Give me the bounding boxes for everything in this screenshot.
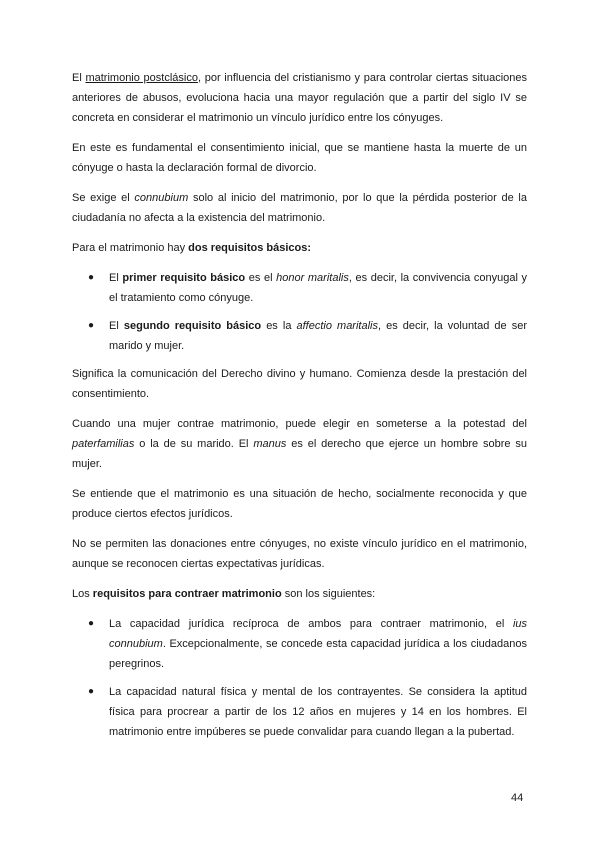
list-item: ● El primer requisito básico es el honor maritalis, es decir, la convivencia conyugal y el tratamiento como cónyuge. bbox=[72, 268, 527, 308]
paragraph-consentimiento: En este es fundamental el consentimiento inicial, que se mantiene hasta la muerte de un cónyuge o hasta la declaración formal de divorcio. bbox=[72, 142, 527, 174]
bullet-icon: ● bbox=[88, 618, 95, 629]
bullet-icon: ● bbox=[88, 320, 95, 331]
list-item: ● La capacidad natural física y mental de los contrayentes. Se considera la aptitud física para procrear a partir de los 12 años en mujeres y 14 en los hombres. El matrimonio entre impúberes se puede convalidar para cuando llegan a la pubertad. bbox=[72, 682, 527, 742]
paragraph-situacion-de-hecho: Se entiende que el matrimonio es una situación de hecho, socialmente reconocida y que produce ciertos efectos jurídicos. bbox=[72, 488, 527, 520]
bullet-icon: ● bbox=[88, 686, 95, 697]
list-item: ● El segundo requisito básico es la affectio maritalis, es decir, la voluntad de ser marido y mujer. bbox=[72, 316, 527, 356]
paragraph-manus: Cuando una mujer contrae matrimonio, puede elegir en someterse a la potestad del paterfamilias o la de su marido. El manus es el derecho que ejerce un hombre sobre su mujer. bbox=[72, 418, 527, 470]
paragraph-comunicacion: Significa la comunicación del Derecho divino y humano. Comienza desde la prestación del consentimiento. bbox=[72, 368, 527, 400]
paragraph-connubium: Se exige el connubium solo al inicio del matrimonio, por lo que la pérdida posterior de la ciudadanía no afecta a la existencia del matrimonio. bbox=[72, 192, 527, 224]
page-number: 44 bbox=[511, 792, 524, 804]
bullet-icon: ● bbox=[88, 272, 95, 283]
paragraph-donaciones: No se permiten las donaciones entre cónyuges, no existe vínculo jurídico en el matrimonio, aunque se reconocen ciertas expectativas jurídicas. bbox=[72, 538, 527, 570]
list-item: ● La capacidad jurídica recíproca de ambos para contraer matrimonio, el ius connubium. Excepcionalmente, se concede esta capacidad jurídica a los ciudadanos peregrinos. bbox=[72, 614, 527, 674]
paragraph-requisitos-contraer-intro: Los requisitos para contraer matrimonio son los siguientes: bbox=[72, 588, 376, 600]
matrimonio-postclasico-link[interactable]: matrimonio postclásico bbox=[85, 72, 198, 84]
page-body bbox=[72, 68, 527, 750]
paragraph-matrimonio-postclasico: El matrimonio postclásico, por influencia del cristianismo y para controlar ciertas situaciones anteriores de abusos, evoluciona hacia una mayor regulación que a partir del siglo IV se concreta en considerar el matrimonio un vínculo jurídico entre los cónyuges. bbox=[72, 72, 527, 124]
paragraph-requisitos-basicos-intro: Para el matrimonio hay dos requisitos básicos: bbox=[72, 242, 312, 254]
requisitos-basicos-list bbox=[72, 268, 527, 356]
requisitos-contraer-list bbox=[72, 614, 527, 742]
